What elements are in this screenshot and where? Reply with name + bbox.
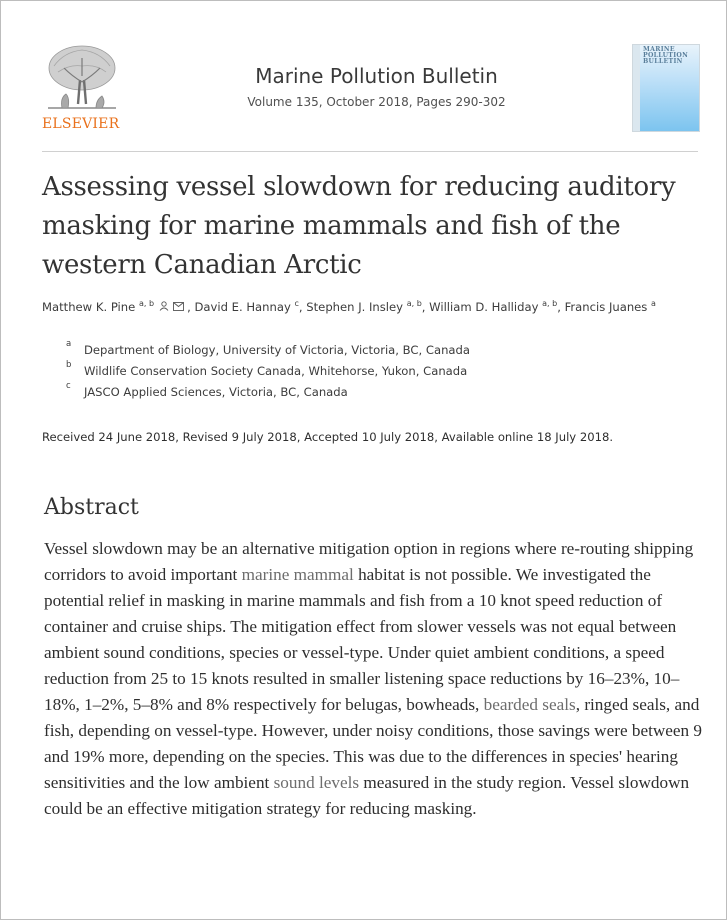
journal-issue[interactable]: Volume 135, October 2018, Pages 290-302 — [247, 95, 506, 109]
abstract-segment: habitat is not possible. We investigated the potential relief in masking in marine mammals and fish from a 10 knot speed reduction of container and cruise ships. The mitigation effect from slower vessels was not equal between ambient sound conditions, species or vessel-type. Under quiet ambient conditions, a speed reduction from 25 to 15 knots resulted in smaller listening space reductions by 16–23%, 10–18%, 1–2%, 5–8% and 8% respectively for belugas, bowheads, — [44, 565, 680, 714]
term-link-sound-levels[interactable]: sound levels — [273, 773, 360, 792]
author-name[interactable]: Matthew K. Pine — [42, 300, 136, 314]
cover-title: MARINE POLLUTION BULLETIN — [643, 46, 689, 65]
affiliation-label: b — [66, 360, 72, 370]
abstract-segment: , ringed seals, and fish, depending on vessel-type. However, under noisy conditions, those savings were between 9 and 19% more, depending on the species. This was due to the differences in species' hearing sensitivities and the low ambient — [44, 695, 703, 792]
cover-strip — [633, 45, 640, 131]
author-affil-marks[interactable]: a, b — [406, 299, 422, 308]
author-list: Matthew K. Pine $^{a, b}$ , David E. Hannay $^c$, Stephen J. Insley $^{a, b}$, William D. Halliday $^{a, b}$, Francis Juanes $^a$ — [42, 299, 656, 314]
affiliation-text: Department of Biology, University of Victoria, Victoria, BC, Canada — [84, 343, 470, 357]
affiliation-text: JASCO Applied Sciences, Victoria, BC, Canada — [84, 385, 348, 399]
author-affil-marks[interactable]: a, b — [138, 299, 155, 308]
article-title: Assessing vessel slowdown for reducing auditory masking for marine mammals and fish of the western Canadian Arctic — [42, 172, 676, 280]
affiliation-text: Wildlife Conservation Society Canada, Whitehorse, Yukon, Canada — [84, 364, 468, 378]
term-link-marine-mammal[interactable]: marine mammal — [241, 565, 354, 584]
abstract-text — [44, 536, 704, 822]
author-name[interactable]: Stephen J. Insley — [306, 300, 404, 314]
person-icon[interactable] — [159, 303, 172, 314]
abstract-segment: measured in the study region. Vessel slowdown could be an effective mitigation strategy for reducing masking. — [44, 773, 690, 818]
author-affil-marks[interactable]: c — [294, 299, 299, 308]
envelope-icon[interactable] — [173, 303, 187, 314]
author-affil-marks[interactable]: a, b — [542, 299, 558, 308]
abstract-segment: Vessel slowdown may be an alternative mitigation option in regions where re-routing shipping corridors to avoid important — [44, 539, 694, 584]
journal-cover[interactable] — [632, 44, 700, 132]
author-name[interactable]: David E. Hannay — [194, 300, 291, 314]
publication-history: Received 24 June 2018, Revised 9 July 2018, Accepted 10 July 2018, Available online 18 July 2018. — [42, 430, 614, 444]
journal-header — [0, 64, 727, 109]
author-affil-marks[interactable]: a — [651, 299, 656, 308]
publisher-wordmark[interactable]: ELSEVIER — [42, 116, 120, 132]
author-name[interactable]: Francis Juanes — [564, 300, 648, 314]
term-link-bearded-seals[interactable]: bearded seals — [483, 695, 576, 714]
header-divider — [42, 151, 698, 152]
author-name[interactable]: William D. Halliday — [429, 300, 539, 314]
affiliation-label: c — [66, 381, 71, 391]
abstract-heading: Abstract — [44, 495, 139, 520]
affiliation-label: a — [66, 339, 72, 349]
journal-title[interactable]: Marine Pollution Bulletin — [255, 64, 498, 88]
